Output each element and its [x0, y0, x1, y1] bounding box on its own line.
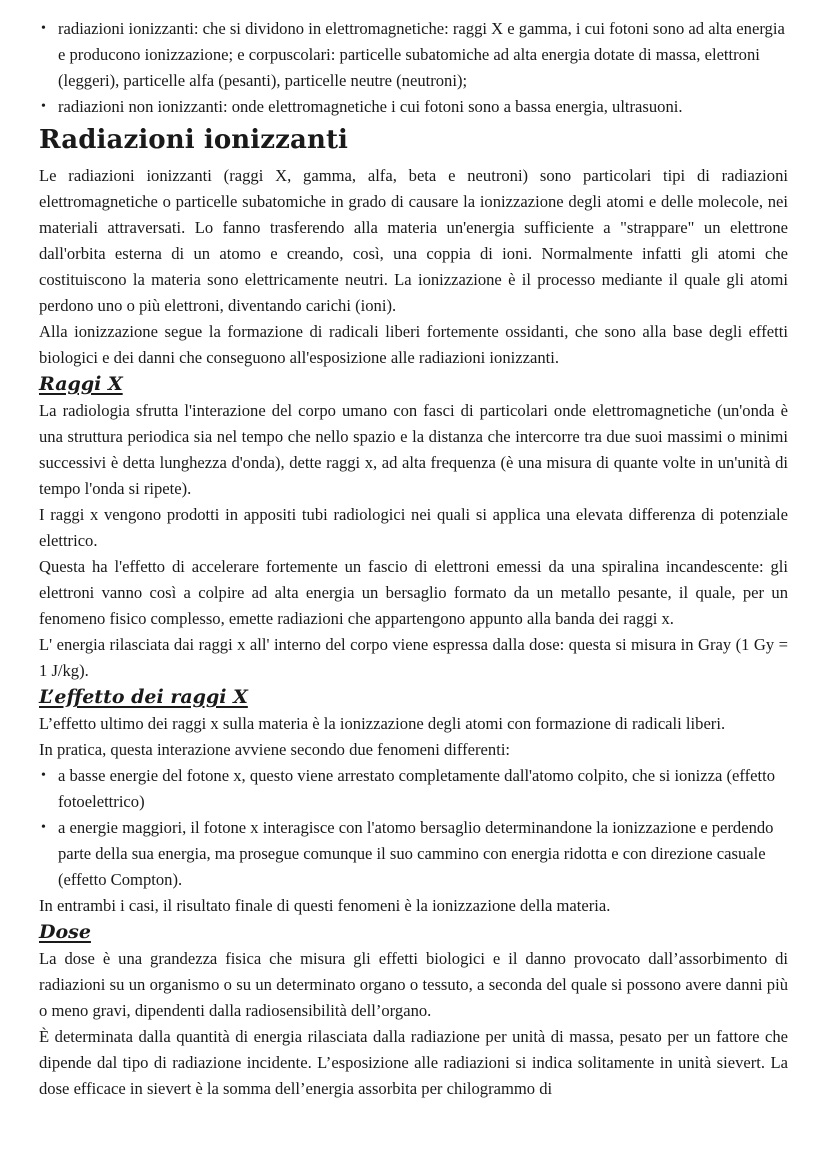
list-item-text: a energie maggiori, il fotone x interagisce con l'atomo bersaglio determinandone la ionizzazione e perdendo parte della sua energia, ma prosegue comunque il suo cammino con energia ridotta e con direzione casuale (effetto Compton).	[58, 818, 774, 889]
paragraph: In entrambi i casi, il risultato finale di questi fenomeni è la ionizzazione della materia.	[39, 896, 611, 915]
list-item-text: radiazioni non ionizzanti: onde elettromagnetiche i cui fotoni sono a bassa energia, ultrasuoni.	[58, 97, 683, 116]
paragraph: L' energia rilasciata dai raggi x all' interno del corpo viene espressa dalla dose: questa si misura in Gray (1 Gy = 1 J/kg).	[39, 635, 788, 680]
section-heading-radiazioni-ionizzanti: Radiazioni ionizzanti	[39, 125, 349, 155]
paragraph: Questa ha l'effetto di accelerare fortemente un fascio di elettroni emessi da una spiralina incandescente: gli elettroni vanno così a colpire ad alta energia un bersaglio formato da un metallo pesante, il quale, per un fenomeno fisico complesso, emette radiazioni che appartengono appunto alla banda dei raggi x.	[39, 557, 788, 628]
bullet-icon: •	[41, 820, 46, 835]
bullet-icon: •	[41, 768, 46, 783]
interaction-effects-list	[39, 763, 788, 893]
subsection-heading-raggi-x: Raggi X	[39, 373, 123, 395]
bullet-icon: •	[41, 21, 46, 36]
list-item	[39, 94, 788, 120]
bullet-icon: •	[41, 99, 46, 114]
subsection-heading-effetto-raggi-x: L’effetto dei raggi X	[39, 686, 248, 708]
paragraph: I raggi x vengono prodotti in appositi tubi radiologici nei quali si applica una elevata differenza di potenziale elettrico.	[39, 505, 788, 550]
subsection-heading-dose: Dose	[39, 921, 91, 943]
list-item	[39, 763, 788, 815]
list-item	[39, 16, 788, 94]
paragraph: È determinata dalla quantità di energia rilasciata dalla radiazione per unità di massa, pesato per un fattore che dipende dal tipo di radiazione incidente. L’esposizione alle radiazioni si indica solitamente in unità sievert. La dose efficace in sievert è la somma dell’energia assorbita per chilogrammo di	[39, 1027, 788, 1098]
paragraph: La dose è una grandezza fisica che misura gli effetti biologici e il danno provocato dall’assorbimento di radiazioni su un organismo o su un determinato organo o tessuto, a seconda del quale si possono avere danni più o meno gravi, dipendenti dalla radiosensibilità dell’organo.	[39, 949, 788, 1020]
list-item-text: a basse energie del fotone x, questo viene arrestato completamente dall'atomo colpito, che si ionizza (effetto fotoelettrico)	[58, 766, 776, 811]
list-item	[39, 815, 788, 893]
paragraph: In pratica, questa interazione avviene secondo due fenomeni differenti:	[39, 740, 511, 759]
paragraph: Alla ionizzazione segue la formazione di radicali liberi fortemente ossidanti, che sono alla base degli effetti biologici e dei danni che conseguono all'esposizione alle radiazioni ionizzanti.	[39, 322, 788, 367]
paragraph: La radiologia sfrutta l'interazione del corpo umano con fasci di particolari onde elettromagnetiche (un'onda è una struttura periodica sia nel tempo che nello spazio e la distanza che intercorre tra due suoi massimi o minimi successivi è detta lunghezza d'onda), dette raggi x, ad alta frequenza (è una misura di quante volte in un'unità di tempo l'onda si ripete).	[39, 401, 788, 498]
list-item-text: radiazioni ionizzanti: che si dividono in elettromagnetiche: raggi X e gamma, i cui fotoni sono ad alta energia e producono ionizzazione; e corpuscolari: particelle subatomiche ad alta energia dotate di massa, elettroni (leggeri), particelle alfa (pesanti), particelle neutre (neutroni);	[58, 19, 785, 90]
radiation-types-list	[39, 16, 788, 120]
paragraph: Le radiazioni ionizzanti (raggi X, gamma, alfa, beta e neutroni) sono particolari tipi di radiazioni elettromagnetiche o particelle subatomiche in grado di causare la ionizzazione degli atomi e delle molecole, nei materiali attraversati. Lo fanno trasferendo alla materia un'energia sufficiente a "strappare" un elettrone dall'orbita esterna di un atomo e creando, così, una coppia di ioni. Normalmente infatti gli atomi che costituiscono la materia sono elettricamente neutri. La ionizzazione è il processo mediante il quale gli atomi perdono uno o più elettroni, diventando carichi (ioni).	[39, 166, 788, 315]
paragraph: L’effetto ultimo dei raggi x sulla materia è la ionizzazione degli atomi con formazione di radicali liberi.	[39, 714, 726, 733]
